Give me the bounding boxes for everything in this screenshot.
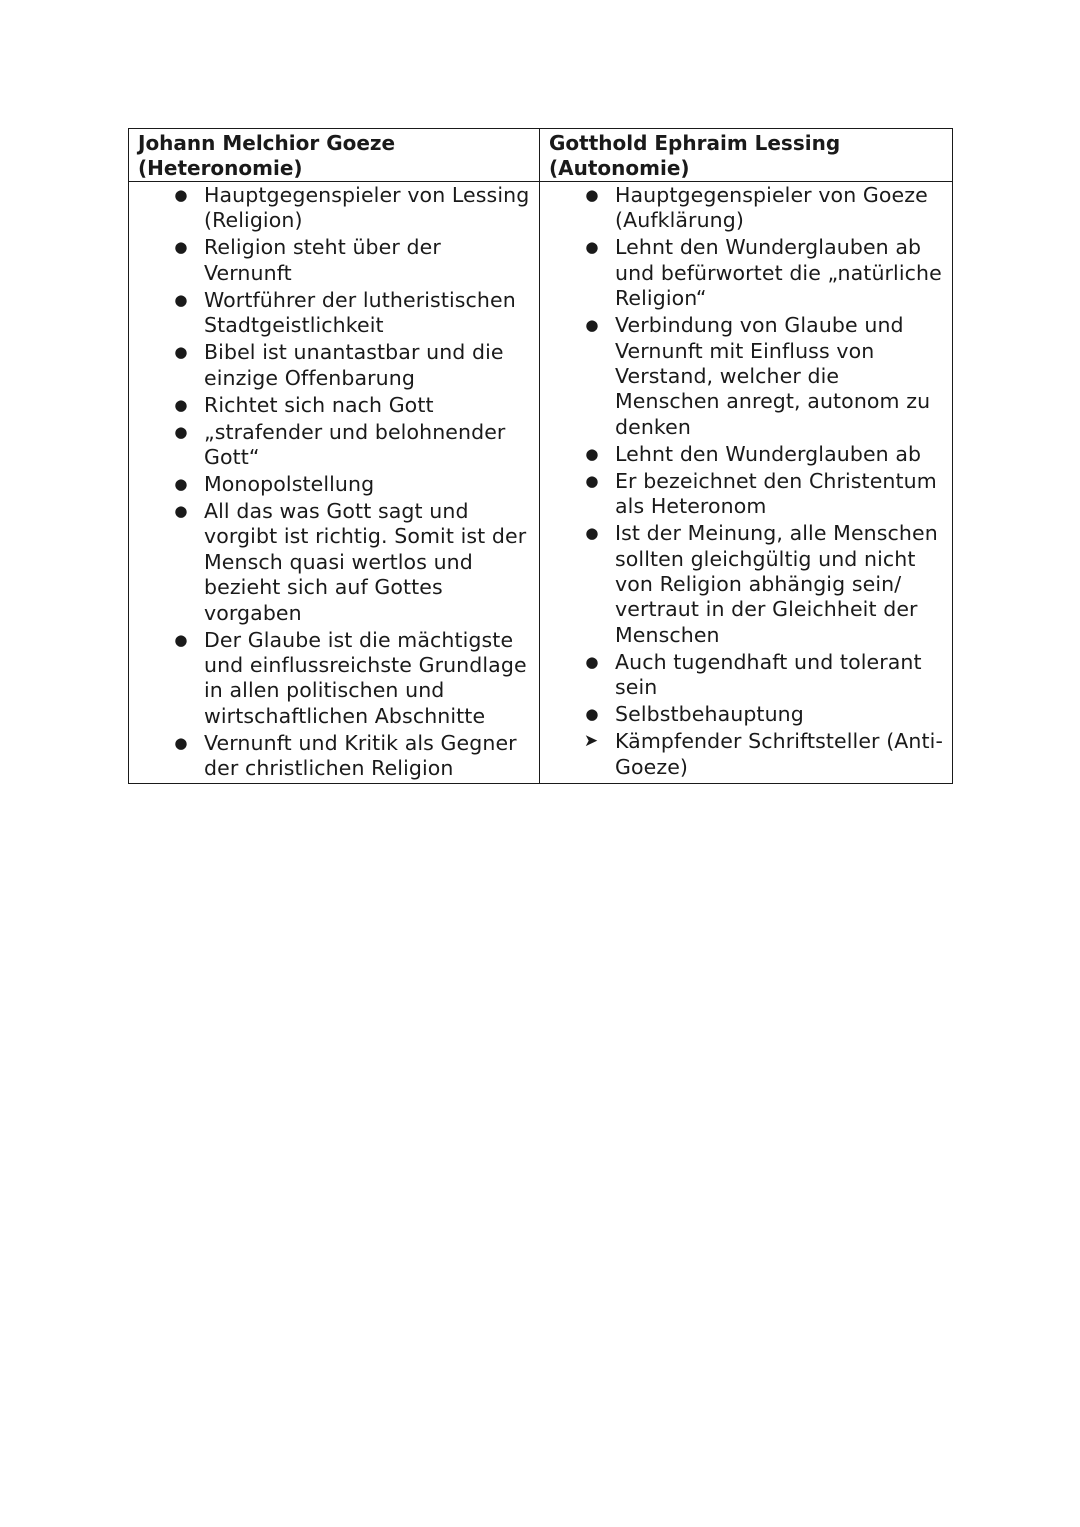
list-item-text: Lehnt den Wunderglauben ab und befürwortet die „natürliche Religion“ bbox=[615, 235, 942, 311]
list-item-text: Auch tugendhaft und tolerant sein bbox=[615, 649, 922, 700]
bullet-icon: ● bbox=[174, 290, 188, 309]
list-item bbox=[129, 472, 531, 497]
list-item bbox=[129, 235, 531, 286]
list-item bbox=[540, 469, 944, 520]
bullet-icon: ● bbox=[174, 343, 188, 362]
list-item bbox=[129, 499, 531, 626]
goeze-list bbox=[129, 182, 539, 782]
list-item-text: Hauptgegenspieler von Goeze (Aufklärung) bbox=[615, 183, 928, 233]
list-item bbox=[129, 731, 531, 782]
list-item bbox=[540, 313, 944, 440]
list-item bbox=[540, 729, 944, 780]
list-item-text: Verbindung von Glaube und Vernunft mit Einfluss von Verstand, welcher die Menschen anregt, autonom zu denken bbox=[615, 313, 931, 439]
bullet-icon: ● bbox=[174, 395, 188, 414]
bullet-icon: ● bbox=[174, 186, 188, 204]
goeze-subtitle: (Heteronomie) bbox=[138, 156, 303, 180]
bullet-icon: ● bbox=[585, 186, 599, 204]
list-item-text: Bibel ist unantastbar und die einzige Offenbarung bbox=[204, 340, 504, 390]
list-item bbox=[129, 183, 531, 234]
lessing-name: Gotthold Ephraim Lessing bbox=[549, 131, 841, 155]
list-item-text: Religion steht über der Vernunft bbox=[204, 235, 441, 285]
list-item bbox=[540, 521, 944, 648]
bullet-icon: ● bbox=[174, 238, 188, 257]
list-item-text: Monopolstellung bbox=[204, 472, 375, 497]
list-item bbox=[540, 650, 944, 701]
bullet-icon: ● bbox=[585, 444, 599, 463]
bullet-icon: ● bbox=[585, 652, 599, 671]
bullet-icon: ● bbox=[174, 475, 188, 494]
list-item bbox=[540, 702, 944, 727]
list-item-text: „strafender und belohnender Gott“ bbox=[204, 419, 506, 470]
list-item-text: Er bezeichnet den Christentum als Heteronom bbox=[615, 468, 937, 519]
lessing-header bbox=[540, 129, 953, 182]
list-item-text: Der Glaube ist die mächtigste und einflussreichste Grundlage in allen politischen und wirtschaftlichen Abschnitte bbox=[204, 627, 527, 728]
list-item bbox=[540, 235, 944, 311]
list-item bbox=[129, 288, 531, 339]
list-item-text: Lehnt den Wunderglauben ab bbox=[615, 441, 922, 466]
list-item-text: All das was Gott sagt und vorgibt ist richtig. Somit ist der Mensch quasi wertlos und bezieht sich auf Gottes vorgaben bbox=[204, 499, 527, 625]
list-item bbox=[129, 393, 531, 418]
list-item-text: Richtet sich nach Gott bbox=[204, 392, 434, 417]
lessing-list bbox=[540, 182, 952, 780]
bullet-icon: ● bbox=[585, 705, 599, 724]
list-item bbox=[129, 628, 531, 730]
list-item bbox=[129, 420, 531, 471]
comparison-table bbox=[128, 128, 953, 784]
bullet-icon: ● bbox=[174, 630, 188, 649]
list-item bbox=[540, 442, 944, 467]
list-item-text: Selbstbehauptung bbox=[615, 702, 804, 727]
bullet-icon: ● bbox=[585, 524, 599, 543]
goeze-name: Johann Melchior Goeze bbox=[138, 131, 396, 155]
lessing-column bbox=[540, 182, 953, 784]
bullet-icon: ● bbox=[585, 238, 599, 257]
bullet-icon: ● bbox=[174, 733, 188, 752]
list-item-text: Kämpfender Schriftsteller (Anti-Goeze) bbox=[615, 729, 943, 779]
list-item bbox=[129, 340, 531, 391]
goeze-header bbox=[129, 129, 540, 182]
list-item-text: Hauptgegenspieler von Lessing (Religion) bbox=[204, 183, 530, 233]
arrow-bullet-icon: ➤ bbox=[583, 731, 599, 752]
list-item bbox=[540, 183, 944, 234]
bullet-icon: ● bbox=[585, 471, 599, 490]
bullet-icon: ● bbox=[585, 316, 599, 335]
table-header-row bbox=[129, 129, 953, 182]
bullet-icon: ● bbox=[174, 422, 188, 441]
list-item-text: Wortführer der lutheristischen Stadtgeistlichkeit bbox=[204, 287, 516, 338]
bullet-icon: ● bbox=[174, 502, 188, 521]
list-item-text: Ist der Meinung, alle Menschen sollten gleichgültig und nicht von Religion abhängig sein/ vertraut in der Gleichheit der Menschen bbox=[615, 521, 938, 647]
lessing-subtitle: (Autonomie) bbox=[549, 156, 690, 180]
table-body-row bbox=[129, 182, 953, 784]
list-item-text: Vernunft und Kritik als Gegner der christlichen Religion bbox=[204, 730, 517, 781]
goeze-column bbox=[129, 182, 540, 784]
